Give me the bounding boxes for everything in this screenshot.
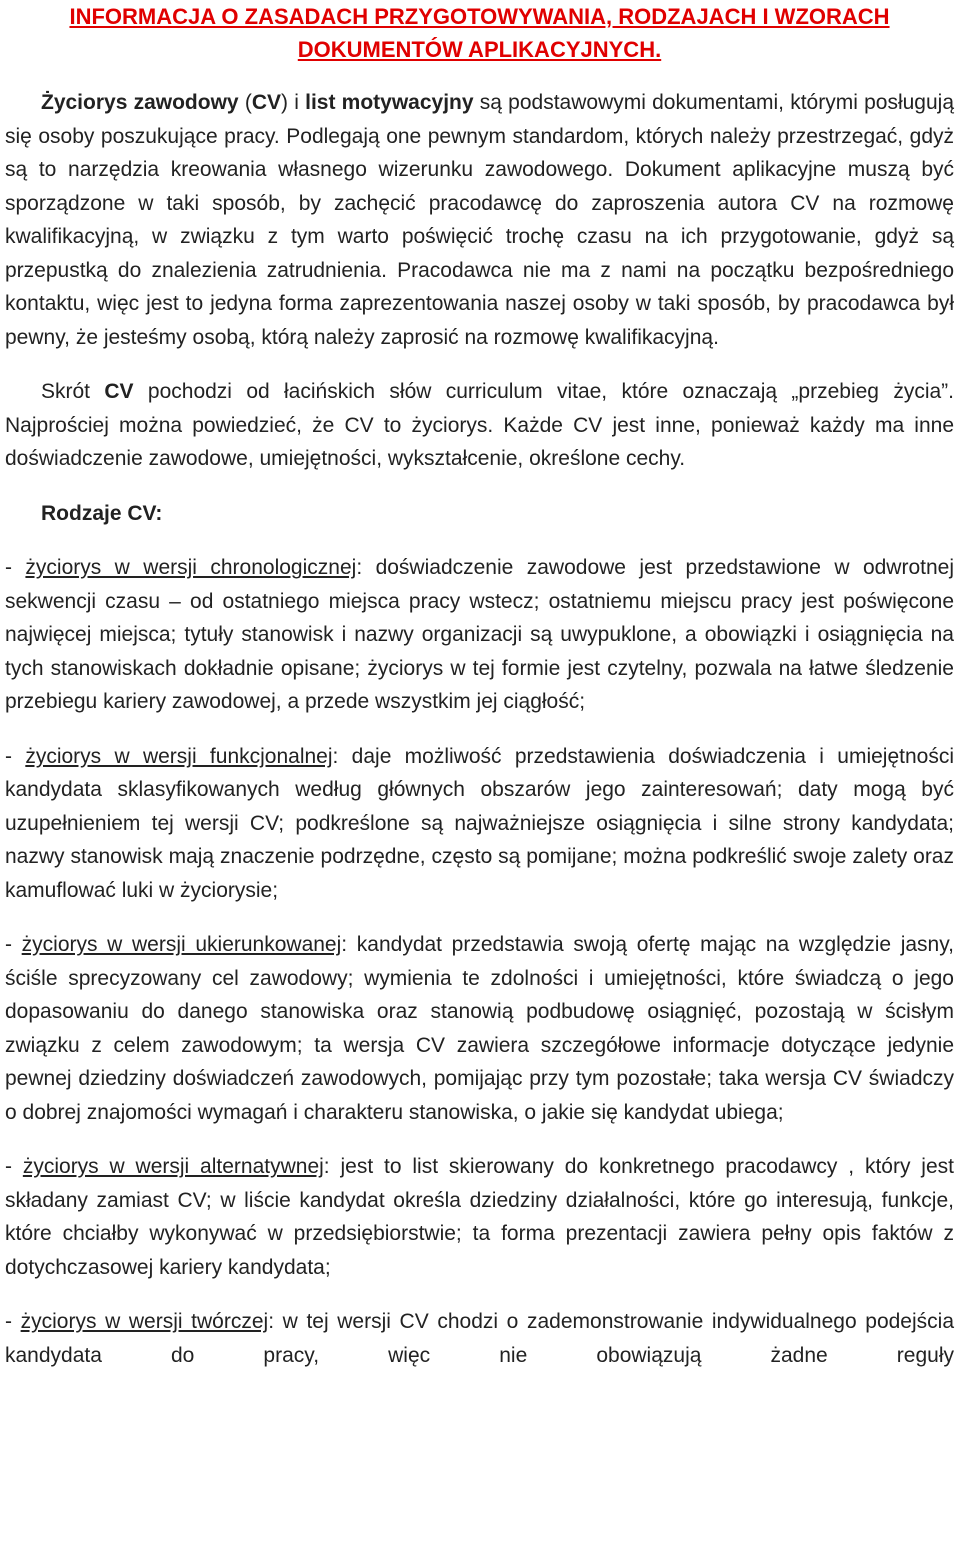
cv-type-name: życiorys w wersji chronologicznej xyxy=(25,556,357,579)
title-line-1: INFORMACJA O ZASADACH PRZYGOTOWYWANIA, RODZAJACH I WZORACH xyxy=(69,4,890,29)
term-list-motywacyjny: list motywacyjny xyxy=(305,91,474,114)
document-title xyxy=(5,0,954,66)
cv-type-name: życiorys w wersji funkcjonalnej xyxy=(25,744,333,768)
term-cv: CV xyxy=(251,91,282,114)
intro-paragraph: Życiorys zawodowy (CV) i list motywacyjny są podstawowymi dokumentami, którymi posługują się osoby poszukujące pracy. Podlegają one pewnym standardom, których należy przestrzegać, gdyż są to narzędzia kreowania własnego wizerunku zawodowego. Dokument aplikacyjne muszą być sporządzone w taki sposób, by zachęcić pracodawcę do zaproszenia autora CV na rozmowę kwalifikacyjną, w związku z tym warto poświęcić trochę czasu na ich przygotowanie, gdyż są przepustką do znalezienia zatrudnienia. Pracodawca nie ma z nami na początku bezpośredniego kontaktu, więc jest to jedyna forma zaprezentowania naszej osoby w taki sposób, by pracodawca był pewny, że jesteśmy osobą, którą należy zaprosić na rozmowę kwalifikacyjną. xyxy=(5,91,955,349)
term-cv-2: CV xyxy=(104,380,134,403)
cv-type-item: - życiorys w wersji twórczej: w tej wersji CV chodzi o zademonstrowanie indywidualnego podejścia kandydata do pracy, więc nie obowiązują żadne reguły xyxy=(5,1310,955,1367)
cv-type-name: życiorys w wersji alternatywnej xyxy=(22,1155,324,1178)
cv-type-item: - życiorys w wersji alternatywnej: jest to list skierowany do konkretnego pracodawcy , który jest składany zamiast CV; w liście kandydat określa dziedziny działalności, które go interesują, funkcje, które chciałby wykonywać w przedsiębiorstwie; ta forma prezentacji zawiera pełny opis faktów z dotychczasowej kariery kandydata; xyxy=(5,1155,954,1279)
cv-type-name: życiorys w wersji twórczej xyxy=(20,1310,269,1333)
cv-type-name: życiorys w wersji ukierunkowanej xyxy=(21,933,342,956)
term-zyciorys: Życiorys zawodowy xyxy=(41,91,239,114)
title-line-2: DOKUMENTÓW APLIKACYJNYCH. xyxy=(297,37,662,62)
cv-type-item: - życiorys w wersji ukierunkowanej: kandydat przedstawia swoją ofertę mając na względzie jasny, ściśle sprecyzowany cel zawodowy; wymienia te zdolności i umiejętności, które świadczą o jego dopasowaniu do danego stanowiska oraz stanowią podbudowę osiągnięć, pozostają w ścisłym związku z celem zawodowym; ta wersja CV zawiera szczegółowe informacje dotyczące jedynie pewnej dziedziny doświadczeń zawodowych, pomijając przy tym pozostałe; taka wersja CV świadczy o dobrej znajomości wymagań i charakteru stanowiska, o jakie się kandydat ubiega; xyxy=(5,933,955,1124)
cv-type-item: - życiorys w wersji funkcjonalnej: daje możliwość przedstawienia doświadczenia i umiejętności kandydata sklasyfikowanych według głównych obszarów jego zainteresowań; daty mogą być uzupełnieniem tej wersji CV; podkreślone są najważniejsze osiągnięcia i silne strony kandydata; nazwy stanowisk mają znaczenie podrzędne, często są pomijane; można podkreślić swoje zalety oraz kamuflować luki w życiorysie; xyxy=(5,744,955,902)
cv-type-item: - życiorys w wersji chronologicznej: doświadczenie zawodowe jest przedstawione w odwrotnej sekwencji czasu – od ostatniego miejsca pracy wstecz; ostatniemu miejscu pracy jest poświęcone najwięcej miejsca; tytuły stanowisk i nazwy organizacji są uwypuklone, a obowiązki i osiągnięcia na tych stanowiskach dokładnie opisane; życiorys w tej formie jest czytelny, pozwala na łatwe śledzenie przebiegu kariery zawodowej, a przede wszystkim jej ciągłość; xyxy=(5,556,954,713)
types-heading: Rodzaje CV: xyxy=(41,501,163,525)
cv-definition-paragraph: Skrót CV pochodzi od łacińskich słów curriculum vitae, które oznaczają „przebieg życia”. Najprościej można powiedzieć, że CV to życiorys. Każde CV jest inne, ponieważ każdy ma inne doświadczenie zawodowe, umiejętności, wykształcenie, określone cechy. xyxy=(5,380,954,470)
